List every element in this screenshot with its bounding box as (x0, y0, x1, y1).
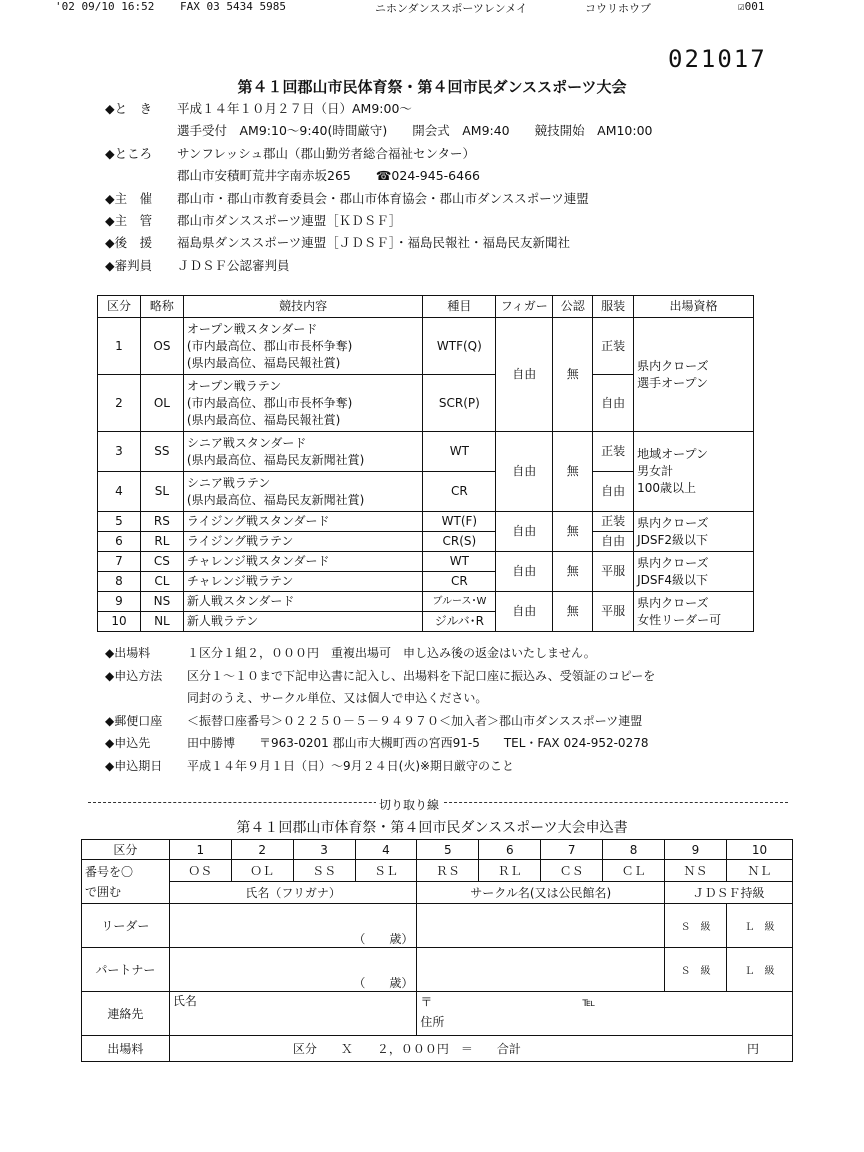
page-title: 第４１回郡山市民体育祭・第４回市民ダンススポーツ大会 (237, 78, 627, 96)
fax-page: ☑001 (738, 0, 765, 13)
qualification-line: 県内クローズ (637, 358, 709, 373)
code-option-cs[interactable]: ＣＳ (541, 860, 603, 882)
dress-cell: 自由 (593, 472, 634, 512)
postal-mark: 〒 (420, 995, 433, 1009)
contact-row (82, 992, 793, 1036)
fax-sender: ニホンダンススポーツレンメイ (375, 2, 528, 15)
header-cell: 競技内容 (183, 296, 423, 318)
leader-s-class[interactable]: Ｓ 級 (665, 904, 727, 948)
code-option-rs[interactable]: ＲＳ (417, 860, 479, 882)
info-value: 郡山市安積町荒井字南赤坂265 ☎024-945-6466 (177, 168, 480, 184)
form-number: 4 (355, 840, 417, 860)
account-line (105, 710, 655, 733)
partner-s-class[interactable]: Ｓ 級 (665, 948, 727, 992)
form-number: 8 (603, 840, 665, 860)
event-content (183, 472, 423, 512)
event-abbr: SL (140, 472, 183, 512)
code-option-rl[interactable]: ＲＬ (479, 860, 541, 882)
form-title: 第４１回郡山市体育祭・第４回市民ダンススポーツ大会申込書 (236, 820, 628, 836)
event-content (183, 318, 423, 375)
event-abbr: SS (140, 432, 183, 472)
official-cell: 無 (553, 552, 593, 592)
info-label: ◆申込先 (105, 736, 151, 750)
yen-mark: 円 (746, 1042, 759, 1056)
info-value: 田中勝博 〒963-0201 郡山市大槻町西の宮西91-5 TEL・FAX 024-952-0278 (187, 736, 649, 750)
contact-address-field[interactable] (417, 992, 793, 1036)
leader-name-field[interactable] (169, 904, 417, 948)
circle-instruction (82, 860, 170, 904)
info-label: ◆申込方法 (105, 668, 163, 683)
info-value: ＜振替口座番号＞０２２５０－５－９４９７０＜加入者＞郡山市ダンススポーツ連盟 (187, 713, 643, 728)
info-label: ◆後 援 (105, 235, 153, 251)
info-organizer (105, 210, 653, 232)
header-cell: 公認 (553, 296, 593, 318)
figure-cell: 自由 (496, 432, 553, 512)
info-judges (105, 255, 653, 277)
event-dances: CR (423, 572, 496, 592)
event-name: シニア戦ラテン (186, 475, 271, 490)
leader-label: リーダー (82, 904, 170, 948)
figure-cell: 自由 (496, 592, 553, 632)
table-row (98, 552, 754, 572)
event-name: オープン戦ラテン (186, 378, 282, 393)
dress-cell: 正装 (593, 318, 634, 375)
header-cell: 服装 (593, 296, 634, 318)
form-number: 6 (479, 840, 541, 860)
info-label: ◆郵便口座 (105, 713, 163, 728)
qualification-line: 県内クローズ (637, 595, 709, 610)
fee-calc-field[interactable] (169, 1036, 792, 1062)
table-header-row (98, 296, 754, 318)
dress-cell: 平服 (593, 552, 634, 592)
age-field: （ 歳） (353, 932, 414, 946)
figure-cell: 自由 (496, 318, 553, 432)
event-number: 1 (98, 318, 141, 375)
official-cell: 無 (553, 432, 593, 512)
event-content: 新人戦ラテン (183, 612, 423, 632)
event-content: ライジング戦スタンダード (183, 512, 423, 532)
event-prize: (市内最高位、郡山市長杯争奪) (186, 395, 353, 410)
event-dances: CR (423, 472, 496, 512)
event-abbr: NS (140, 592, 183, 612)
form-number: 1 (169, 840, 231, 860)
info-value: ＪＤＳＦ公認審判員 (177, 257, 290, 273)
qualification-line: JDSF4級以下 (637, 572, 709, 587)
info-place (105, 143, 653, 165)
form-number-row (82, 840, 793, 860)
dress-cell: 自由 (593, 532, 634, 552)
event-content: チャレンジ戦スタンダード (183, 552, 423, 572)
fax-datetime: '02 09/10 16:52 (55, 0, 155, 13)
header-cell: 略称 (140, 296, 183, 318)
qualification-cell (634, 318, 754, 432)
method-line (105, 665, 655, 688)
header-cell: 種目 (423, 296, 496, 318)
qualification-cell (634, 432, 754, 512)
header-cell: フィガー (496, 296, 553, 318)
info-host (105, 188, 653, 210)
contact-name-field[interactable] (169, 992, 417, 1036)
event-abbr: RS (140, 512, 183, 532)
form-number: 10 (726, 840, 792, 860)
official-cell: 無 (553, 592, 593, 632)
code-option-nl[interactable]: ＮＬ (726, 860, 792, 882)
age-field: （ 歳） (353, 976, 414, 990)
event-name: シニア戦スタンダード (186, 435, 307, 450)
event-dances: SCR(P) (423, 375, 496, 432)
dress-cell: 正装 (593, 432, 634, 472)
table-row (98, 318, 754, 375)
partner-row (82, 948, 793, 992)
fee-row (82, 1036, 793, 1062)
event-prize: (県内最高位、福島民友新聞社賞) (186, 452, 365, 467)
qualification-line: 男女計 (637, 464, 674, 478)
qualification-line: 女性リーダー可 (637, 612, 722, 627)
partner-label: パートナー (82, 948, 170, 992)
name-header: 氏名（フリガナ） (169, 882, 417, 904)
event-prize: (市内最高位、郡山市長杯争奪) (186, 338, 353, 353)
event-number: 3 (98, 432, 141, 472)
code-option-sl[interactable]: ＳＬ (355, 860, 417, 882)
info-value: 平成１４年１０月２７日（日）AM9:00～ (177, 101, 412, 116)
code-option-ss[interactable]: ＳＳ (293, 860, 355, 882)
info-label: ◆ところ (105, 145, 153, 161)
fee-line (105, 642, 655, 665)
event-abbr: NL (140, 612, 183, 632)
partner-circle-field[interactable] (417, 948, 665, 992)
jdsf-header: ＪＤＳＦ持級 (665, 882, 793, 904)
event-number: 8 (98, 572, 141, 592)
qualification-cell (634, 512, 754, 552)
dress-cell: 平服 (593, 592, 634, 632)
code-option-ns[interactable]: ＮＳ (665, 860, 727, 882)
event-dances: WTF(Q) (423, 318, 496, 375)
event-name: オープン戦スタンダード (186, 321, 318, 336)
form-number: 3 (293, 840, 355, 860)
table-row (98, 432, 754, 472)
info-label: ◆出場料 (105, 646, 151, 660)
info-label: ◆主 催 (105, 190, 153, 206)
form-header-row (82, 882, 793, 904)
event-abbr: OL (140, 375, 183, 432)
event-number: 6 (98, 532, 141, 552)
contact-label: 連絡先 (82, 992, 170, 1036)
info-label: ◆審判員 (105, 257, 153, 273)
tel-mark: ℡ (582, 995, 596, 1009)
table-row (98, 512, 754, 532)
instruction-line: 番号を〇 (85, 864, 134, 879)
info-value: 郡山市・郡山市教育委員会・郡山市体育協会・郡山市ダンススポーツ連盟 (177, 190, 589, 206)
qualification-line: 県内クローズ (637, 515, 709, 530)
form-number: 2 (231, 840, 293, 860)
event-abbr: OS (140, 318, 183, 375)
leader-row (82, 904, 793, 948)
event-dances: ブルース･W (423, 592, 496, 612)
form-number: 9 (665, 840, 727, 860)
leader-circle-field[interactable] (417, 904, 665, 948)
event-dances: ジルバ･R (423, 612, 496, 632)
event-dances: CR(S) (423, 532, 496, 552)
form-code-row (82, 860, 793, 882)
contact-line (105, 732, 655, 755)
circle-header: サークル名(又は公民館名) (417, 882, 665, 904)
official-cell: 無 (553, 318, 593, 432)
info-label: ◆と き (105, 101, 153, 116)
partner-name-field[interactable] (169, 948, 417, 992)
figure-cell: 自由 (496, 552, 553, 592)
info-value: 福島県ダンススポーツ連盟［ＪＤＳＦ］・福島民報社・福島民友新聞社 (177, 235, 571, 251)
event-content: 新人戦スタンダード (183, 592, 423, 612)
header-cell: 区分 (98, 296, 141, 318)
document-number: 021017 (668, 45, 767, 73)
event-content: ライジング戦ラテン (183, 532, 423, 552)
info-label: ◆主 管 (105, 213, 153, 229)
code-option-cl[interactable]: ＣＬ (603, 860, 665, 882)
event-content (183, 375, 423, 432)
info-value: １区分１組２，０００円 重複出場可 申し込み後の返金はいたしません。 (187, 646, 596, 660)
qualification-line: JDSF2級以下 (637, 532, 709, 547)
kubun-label: 区分 (82, 840, 170, 860)
qualification-line: 100歳以上 (637, 481, 697, 495)
info-value: 選手受付 AM9:10～9:40(時間厳守) 開会式 AM9:40 競技開始 AM10:00 (177, 123, 653, 139)
contact-name-label: 氏名 (172, 994, 197, 1008)
event-content (183, 432, 423, 472)
info-value: 区分１～１０まで下記申込書に記入し、出場料を下記口座に振込み、受領証のコピーを (187, 668, 656, 683)
event-abbr: CS (140, 552, 183, 572)
dress-cell: 正装 (593, 512, 634, 532)
event-number: 4 (98, 472, 141, 512)
event-number: 9 (98, 592, 141, 612)
fee-label: 出場料 (82, 1036, 170, 1062)
info-label: ◆申込期日 (105, 758, 163, 773)
application-form (81, 839, 793, 1062)
code-option-os[interactable]: ＯＳ (169, 860, 231, 882)
event-prize: (県内最高位、福島民報社賞) (186, 355, 341, 370)
header-cell: 出場資格 (634, 296, 754, 318)
code-option-ol[interactable]: ＯＬ (231, 860, 293, 882)
cut-line-label: 切り取り線 (376, 796, 442, 813)
event-dances: WT (423, 552, 496, 572)
event-abbr: RL (140, 532, 183, 552)
qualification-line: 地域オープン (637, 447, 709, 461)
fax-number: FAX 03 5434 5985 (180, 0, 286, 13)
leader-l-class[interactable]: Ｌ 級 (726, 904, 792, 948)
event-number: 7 (98, 552, 141, 572)
info-value: 同封のうえ、サークル単位、又は個人で申込ください。 (187, 691, 488, 705)
partner-l-class[interactable]: Ｌ 級 (726, 948, 792, 992)
official-cell: 無 (553, 512, 593, 552)
event-content: チャレンジ戦ラテン (183, 572, 423, 592)
fax-recipient: コウリホウブ (585, 2, 651, 15)
event-number: 5 (98, 512, 141, 532)
instruction-line: で囲む (85, 884, 122, 899)
application-info (105, 642, 655, 777)
form-number: 5 (417, 840, 479, 860)
info-support (105, 232, 653, 254)
info-value: 平成１４年９月１日（日）～9月２４日(火)※期日厳守のこと (187, 758, 515, 773)
qualification-cell (634, 552, 754, 592)
info-block (105, 98, 653, 277)
address-label: 住所 (420, 1015, 445, 1029)
info-date (105, 98, 653, 120)
figure-cell: 自由 (496, 512, 553, 552)
info-value: 郡山市ダンススポーツ連盟［ＫＤＳＦ］ (177, 213, 402, 229)
fee-calculation: 区分 Ｘ ２，０００円 ＝ 合計 (292, 1042, 521, 1056)
event-prize: (県内最高位、福島民友新聞社賞) (186, 492, 365, 507)
events-table (97, 295, 754, 632)
event-dances: WT (423, 432, 496, 472)
event-prize: (県内最高位、福島民報社賞) (186, 412, 341, 427)
qualification-line: 県内クローズ (637, 555, 709, 570)
deadline-line (105, 755, 655, 778)
qualification-cell (634, 592, 754, 632)
event-dances: WT(F) (423, 512, 496, 532)
event-abbr: CL (140, 572, 183, 592)
form-number: 7 (541, 840, 603, 860)
info-value: サンフレッシュ郡山（郡山勤労者総合福祉センター） (177, 145, 476, 161)
table-row (98, 592, 754, 612)
qualification-line: 選手オープン (637, 375, 709, 390)
event-number: 2 (98, 375, 141, 432)
event-number: 10 (98, 612, 141, 632)
dress-cell: 自由 (593, 375, 634, 432)
